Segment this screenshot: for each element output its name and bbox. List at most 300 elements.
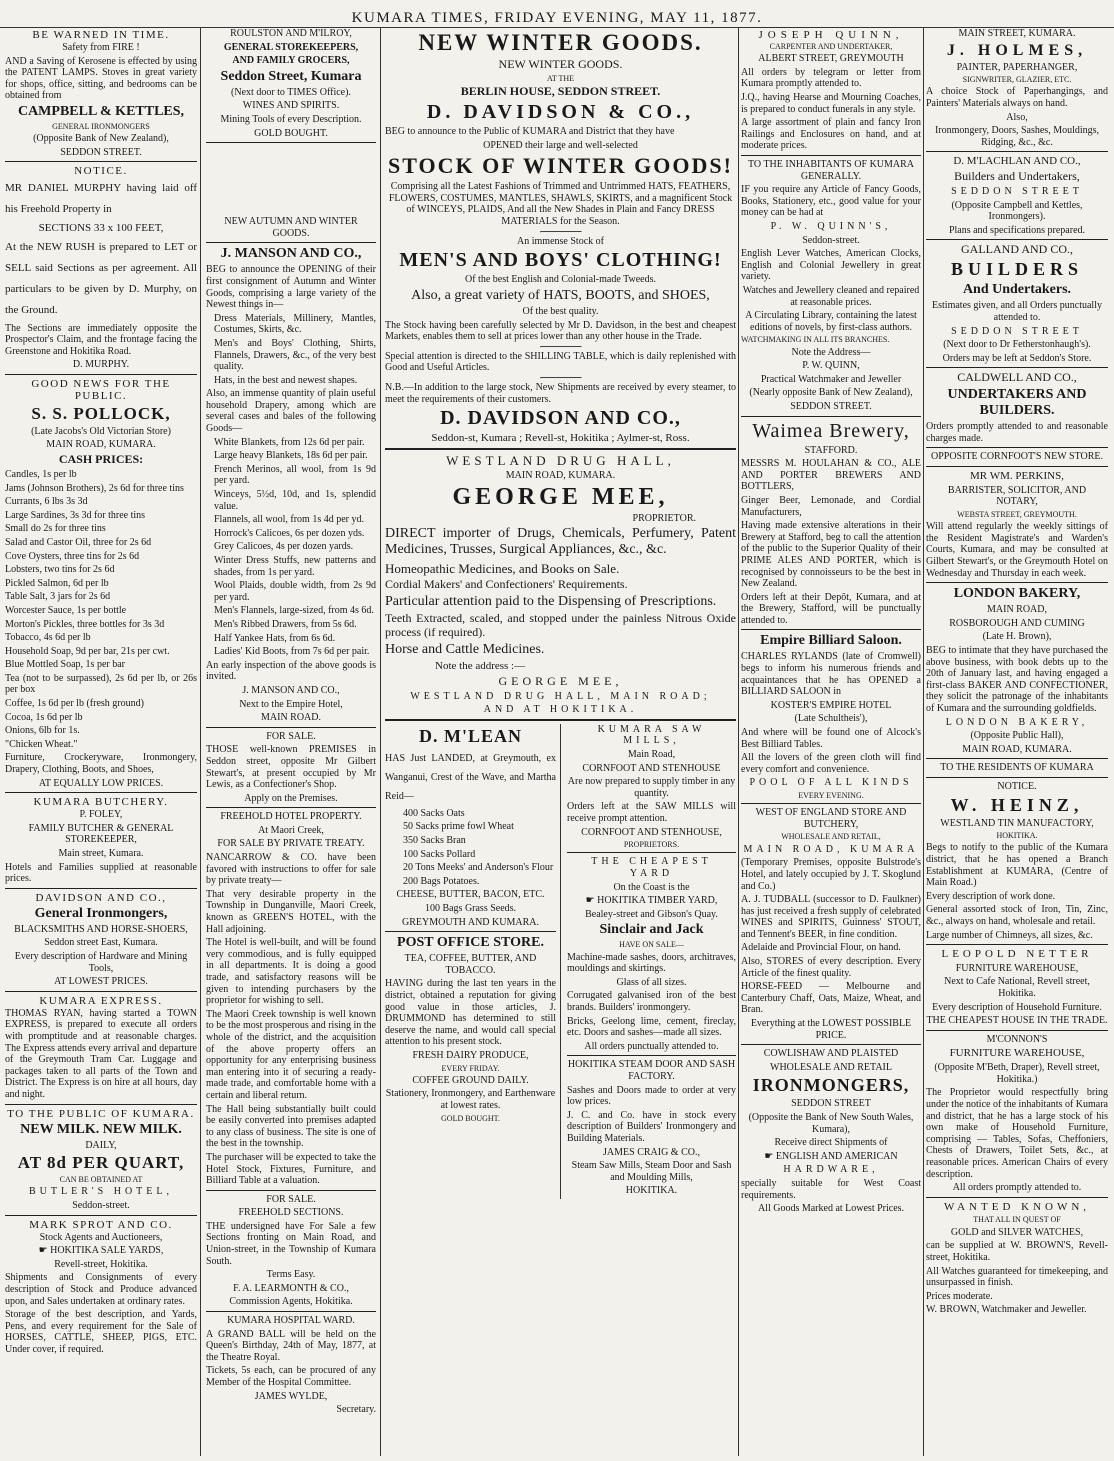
ad-line: (Temporary Premises, opposite Bulstrode's Hotel, and lately occupied by J. T. Skoglund and Co.): [741, 857, 921, 892]
ad-text: MR DANIEL MURPHY having laid off his Freehold Property in: [5, 182, 197, 216]
divider: [540, 377, 582, 379]
ad-line: (Late Schultheis'),: [794, 713, 868, 725]
ad-line: Bealey-street and Gibson's Quay.: [585, 908, 718, 920]
ad-line: Main Road,: [627, 749, 676, 760]
ad-line: GENERAL IRONMONGERS: [52, 121, 150, 131]
ad-text: Furniture, Crockeryware, Ironmongery, Drapery, Clothing, Boots, and Shoes,: [5, 752, 197, 776]
price-item: "Chicken Wheat.": [5, 738, 78, 750]
ad-line: F. A. LEARMONTH & CO.,: [233, 1282, 349, 1294]
ad-heading: KUMARA HOSPITAL WARD.: [227, 1315, 355, 1327]
ad-text: HAS Just LANDED, at Greymouth, ex Wanganui, Crest of the Wave, and Martha Reid—: [385, 752, 556, 802]
list-item: Wool Plaids, double width, from 2s 9d per yard.: [214, 580, 376, 603]
ad-line: WEBSTA STREET, GREYMOUTH.: [957, 509, 1077, 519]
ad-text: Corrugated galvanised iron of the best brands. Builders' ironmongery.: [567, 990, 736, 1014]
ad-text: And where will be found one of Alcock's Best Billiard Tables.: [741, 727, 921, 750]
ad-heading: TO THE INHABITANTS OF KUMARA GENERALLY.: [747, 159, 915, 182]
price-item: Coffee, 1s 6d per lb (fresh ground): [5, 698, 144, 710]
ad-heading: FREEHOLD HOTEL PROPERTY.: [220, 811, 362, 823]
ad-butchery: [5, 796, 197, 885]
ad-cowlishaw: [741, 1048, 921, 1215]
ad-line: PROPRIETORS.: [623, 840, 680, 850]
divider: [926, 758, 1108, 759]
firm-name: IRONMONGERS,: [752, 1075, 910, 1096]
ad-text: Every description of Household Furniture.: [932, 1001, 1102, 1013]
column-3: [385, 28, 736, 1456]
ad-line: PROPRIETOR.: [632, 512, 696, 524]
ad-text: BEG to announce to the Public of KUMARA and District that they have: [385, 126, 675, 138]
ad-text: A Circulating Library, containing the latest editions of novels, by first-class authors.: [745, 310, 917, 333]
ad-heading: THE CHEAPEST YARD: [591, 856, 712, 880]
ad-text: Horse and Cattle Medicines.: [385, 641, 545, 657]
firm-name: Waimea Brewery,: [752, 419, 910, 442]
ad-line: SEDDON STREET: [951, 325, 1083, 337]
ad-new-winter-goods: [385, 30, 736, 445]
price-item: Large Sardines, 3s 3d for three tins: [5, 509, 146, 521]
ad-text: CHARLES RYLANDS (late of Cromwell) begs to inform his numerous friends and acquaintances that he has OPENED a BILLIARD SALOON in: [741, 651, 921, 698]
ad-line: FRESH DAIRY PRODUCE,: [412, 1049, 529, 1061]
list-item: Hats, in the best and newest shapes.: [214, 374, 358, 386]
ad-signature: JAMES WYLDE,: [254, 1390, 328, 1402]
ad-line: GEORGE MEE,: [498, 673, 623, 688]
ad-text: IF you require any Article of Fancy Goods, Books, Stationery, etc., good value for your money can be had at: [741, 184, 921, 219]
ad-text: The Stock having been carefully selected by Mr D. Davidson, in the best and cheapest Markets, enables them to sell at prices lower than any other house in the Trade.: [385, 319, 736, 343]
ad-pw-quinn: [741, 159, 921, 413]
divider: [206, 727, 376, 728]
ad-text: Teeth Extracted, scaled, and stopped under the painless Nitrous Oxide process (if required).: [385, 610, 736, 639]
firm-name: UNDERTAKERS AND BUILDERS.: [947, 387, 1087, 419]
ad-signature: D. DAVIDSON AND CO.,: [440, 407, 681, 430]
ad-line: SEDDON STREET: [951, 186, 1083, 198]
ad-line: Plans and specifications prepared.: [948, 224, 1086, 236]
ad-line: NOTICE.: [997, 780, 1037, 792]
ad-text: Machine-made sashes, doors, architraves, mouldings and skirtings.: [567, 951, 736, 975]
ad-text: Ginger Beer, Lemonade, and Cordial Manufacturers,: [741, 494, 921, 518]
list-item: 20 Tons Meeks' and Anderson's Flour: [403, 862, 554, 874]
ad-heading: TO THE PUBLIC OF KUMARA.: [7, 1107, 195, 1120]
divider: [206, 1190, 376, 1191]
firm-name: Sinclair and Jack: [599, 922, 704, 938]
ad-text: Storage of the best description, and Yards, Pens, and every requirement for the Sale of HORSES, CATTLE, SHEEP, PIGS, ETC. Under cover, if required.: [5, 1309, 197, 1355]
firm-name: BUILDERS: [950, 259, 1084, 280]
ad-roulston: [206, 28, 376, 139]
firm-name: S. S. POLLOCK,: [31, 403, 171, 423]
ad-text: Shipments and Consignments of every description of Stock and Produce advanced upon, and Sales undertaken at ordinary rates.: [5, 1272, 197, 1307]
price-item: Morton's Pickles, three bottles for 3s 3d: [5, 618, 165, 630]
ad-line: SEDDON STREET.: [790, 400, 872, 412]
ad-line: GENERAL STOREKEEPERS,: [223, 41, 359, 53]
divider: [540, 231, 582, 233]
ad-text: Having made extensive alterations in their Brewery at Stafford, beg to call the attention of the public to the Superior Quality of their PRIME ALES AND PORTER, which is recognised by connoisseurs to be the best in New Zealand.: [741, 520, 921, 590]
ad-line: SEDDON STREET.: [60, 146, 142, 158]
ad-line: MAIN ROAD, KUMARA.: [505, 470, 616, 482]
ad-text: J. C. and Co. have in stock every description of Builders' Ironmongery and Building Materials.: [567, 1109, 736, 1144]
firm-name: General Ironmongers,: [34, 905, 168, 921]
column-5: [926, 28, 1108, 1456]
ad-heading: CALDWELL AND CO.,: [957, 370, 1077, 385]
ad-freehold-sections: [206, 1194, 376, 1308]
ad-text: Orders promptly attended to and reasonable charges made.: [926, 421, 1108, 444]
ad-line: Next to the Empire Hotel,: [239, 698, 343, 710]
ad-text: Watches and Jewellery cleaned and repaired at reasonable prices.: [742, 284, 920, 308]
ad-line: At Maori Creek,: [258, 824, 324, 836]
ad-line: THE CHEAPEST HOUSE IN THE TRADE.: [926, 1015, 1108, 1027]
ad-text: A. J. TUDBALL (successor to D. Faulkner) has just received a fresh supply of celebrated WINES and SPIRITS, Guinness' STOUT, and Tennent's BEER, in fine condition.: [741, 894, 921, 940]
ad-davidson-ironmongers: [5, 892, 197, 988]
price-item: Table Salt, 3 jars for 2s 6d: [5, 591, 111, 603]
ad-line: FURNITURE WAREHOUSE,: [955, 962, 1079, 974]
ad-line: Receive direct Shipments of: [774, 1137, 888, 1149]
ad-line: Seddon-street.: [72, 1199, 130, 1211]
column-2: [206, 28, 376, 1456]
ad-text: THE undersigned have For Sale a few Sections fronting on Main Road, and Union-street, in the Township of Kumara South.: [206, 1220, 376, 1267]
ad-line: HOKITIKA.: [996, 831, 1038, 841]
ad-text: Large number of Chimneys, all sizes, &c.: [926, 929, 1093, 941]
divider: [926, 582, 1108, 583]
divider: [5, 1104, 197, 1105]
ad-text: Everything at the LOWEST POSSIBLE PRICE.: [750, 1018, 912, 1041]
ad-text: Every description of Hardware and Mining Tools,: [14, 950, 188, 974]
price-item: Cocoa, 1s 6d per lb: [5, 711, 83, 723]
list-item: Men's and Boys' Clothing, Shirts, Flannels, Drawers, &c., of the very best quality.: [214, 337, 376, 373]
ad-heading: TO THE RESIDENTS OF KUMARA: [940, 762, 1094, 774]
ad-line: WATCHMAKING IN ALL ITS BRANCHES.: [741, 335, 890, 345]
ad-line: BUTLER'S HOTEL,: [28, 1186, 174, 1198]
list-item: 350 Sacks Bran: [403, 835, 466, 846]
ad-text: Begs to notify to the public of the Kumara district, that he has opened a Branch Establishment at KUMARA, (Centre of Main Road.): [926, 842, 1108, 889]
ad-text: Bricks, Geelong lime, cement, fireclay, etc. Doors and sashes—made all sizes.: [567, 1015, 736, 1039]
ad-heinz: [926, 762, 1108, 941]
divider: [206, 807, 376, 808]
ad-galland: [926, 243, 1108, 364]
ad-subhead: Safety from FIRE !: [62, 42, 140, 53]
ad-line: [5, 1245, 197, 1257]
ad-heading: WEST OF ENGLAND STORE AND BUTCHERY,: [755, 807, 907, 830]
ad-text: The Hotel is well-built, and will be found very commodious, and is fully equipped in all departments. It is doing a good trade, and satisfactory reasons will be given to intending purchasers by the proprietor for wishing to sell.: [206, 937, 376, 1007]
ad-line: OPENED their large and well-selected: [483, 139, 638, 151]
masthead: KUMARA TIMES, FRIDAY EVENING, MAY 11, 1877.: [351, 10, 763, 26]
ad-post-office-store: [385, 935, 556, 1123]
ad-line: On the Coast is the: [613, 881, 690, 893]
ad-text: DIRECT importer of Drugs, Chemicals, Perfumery, Patent Medicines, Trusses, Surgical Appliances, &c., &c.: [385, 526, 736, 558]
ad-text: BEG to announce the OPENING of their first consignment of Autumn and Winter Goods, comprising a large variety of the Newest things in—: [206, 264, 376, 311]
ad-text: Sashes and Doors made to order at very low prices.: [567, 1084, 736, 1108]
ad-heading: LEOPOLD NETTER: [941, 948, 1093, 961]
ad-line: WINES AND SPIRITS.: [242, 100, 340, 112]
ad-line: Also, a great variety of HATS, BOOTS, and SHOES,: [411, 287, 710, 303]
ad-mclean: [385, 726, 556, 928]
divider: [567, 852, 736, 853]
divider: [741, 416, 921, 417]
ad-line: SECTIONS 33 x 100 FEET,: [38, 222, 164, 235]
ad-text: Adelaide and Provincial Flour, on hand.: [741, 942, 901, 954]
divider: [926, 1030, 1108, 1031]
ad-text: Orders left at the SAW MILLS will receive prompt attention.: [567, 801, 736, 824]
ad-line: Terms Easy.: [266, 1269, 316, 1281]
ad-joseph-quinn: [741, 29, 921, 152]
ad-line: All orders promptly attended to.: [952, 1182, 1082, 1194]
ad-line: AND FAMILY GROCERS,: [232, 55, 350, 67]
ad-line: Main street, Kumara.: [58, 848, 144, 860]
ad-line: (Opposite M'Beth, Draper), Revell street, Hokitika.): [934, 1062, 1100, 1085]
ad-text: THOSE well-known PREMISES in Seddon street, opposite Mr Gilbert Stewart's, at present occupied by Mr Lewis, as a Confectioner's Shop.: [206, 744, 376, 791]
ad-line: BERLIN HOUSE, SEDDON STREET.: [460, 84, 661, 99]
ad-line: (Opposite Bank of New Zealand),: [33, 133, 169, 145]
ad-heading: FOR SALE.: [266, 730, 316, 742]
ad-signature: JAMES CRAIG & CO.,: [603, 1146, 700, 1158]
ad-line: [567, 895, 736, 907]
ad-heading: M'CONNON'S: [986, 1033, 1048, 1045]
price-item: Worcester Sauce, 1s per bottle: [5, 604, 127, 616]
ad-line: WHOLESALE AND RETAIL,: [781, 832, 881, 842]
ad-heading: Empire Billiard Saloon.: [760, 633, 902, 649]
pointing-hand-icon: ☛: [764, 1150, 776, 1162]
ad-line: BLACKSMITHS AND HORSE-SHOERS,: [14, 923, 188, 935]
ad-heading: DAVIDSON AND CO.,: [35, 891, 167, 904]
ad-line: LONDON BAKERY,: [945, 716, 1089, 728]
price-item: Small do 2s for three tins: [5, 523, 106, 535]
column-4: [741, 28, 921, 1456]
ad-text: J.Q., having Hearse and Mourning Coaches, is prepared to conduct funerals in any style.: [741, 92, 921, 115]
list-item: Winceys, 5½d, 10d, and 1s, splendid value.: [214, 489, 376, 512]
ad-line: THAT ALL IN QUEST OF: [973, 1215, 1061, 1225]
ad-signature: D. MURPHY.: [72, 359, 130, 371]
ad-line: ROSBOROUGH AND CUMING: [949, 617, 1085, 629]
divider: [567, 1055, 736, 1056]
ad-line: Note the address :—: [435, 659, 526, 672]
price-item: Lobsters, two tins for 2s 6d: [5, 564, 115, 576]
ad-line: Builders and Undertakers,: [954, 169, 1080, 184]
ad-line: MAIN ROAD, KUMARA.: [962, 743, 1072, 755]
ad-mlachlan: [926, 155, 1108, 236]
ad-line: MAIN ROAD, KUMARA: [743, 843, 919, 855]
ad-wanted-known: [926, 1201, 1108, 1316]
ad-text: Orders left at their Depôt, Kumara, and at the Brewery, Stafford, will be punctually attended to.: [741, 591, 921, 626]
ad-line: STAFFORD.: [804, 444, 858, 456]
ad-hospital-ball: [206, 1315, 376, 1416]
ad-line: MAIN ROAD.: [261, 712, 321, 724]
list-item: 100 Sacks Pollard: [403, 848, 476, 860]
divider: [385, 448, 736, 450]
firm-name: D. M'LEAN: [419, 725, 522, 746]
ad-text: Tickets, 5s each, can be procured of any Member of the Hospital Committee.: [206, 1365, 376, 1388]
price-item: Tea (not to be surpassed), 2s 6d per lb, or 26s per box: [5, 672, 197, 696]
ad-notice-murphy: [5, 165, 197, 370]
ad-line: FREEHOLD SECTIONS.: [238, 1207, 344, 1219]
ad-line: Practical Watchmaker and Jeweller: [760, 373, 902, 385]
ad-line: BARRISTER, SOLICITOR, AND NOTARY,: [947, 484, 1087, 508]
ad-text: Also, STORES of every description. Every Article of the finest quality.: [741, 956, 921, 979]
ad-text: Hotels and Families supplied at reasonable prices.: [5, 861, 197, 885]
list-item: Half Yankee Hats, from 6s 6d.: [214, 632, 336, 644]
list-item: 200 Bags Potatoes.: [403, 875, 480, 887]
list-item: Large heavy Blankets, 18s 6d per pair.: [214, 450, 368, 462]
ad-steam-door-factory: [567, 1059, 736, 1197]
ad-line: Prices moderate.: [926, 1290, 993, 1302]
ad-line: Seddon-st, Kumara ; Revell-st, Hokitika ; Aylmer-st, Ross.: [431, 432, 690, 445]
ad-text: THOMAS RYAN, having started a TOWN EXPRESS, is prepared to execute all orders with promptitude and at reasonable charges. The Express attends every arrival and departure of the Greymouth Tram Car. Luggage and packages taken to all parts of the Town and District. The Express is on hire at all hours, day and night.: [5, 1007, 197, 1100]
divider: [5, 161, 197, 162]
ad-billiard-saloon: [741, 633, 921, 800]
ad-title: STOCK OF WINTER GOODS!: [388, 153, 733, 179]
ad-line: Stock Agents and Auctioneers,: [39, 1231, 163, 1243]
ad-kumara-saw-mills: [567, 724, 736, 850]
ad-heading: KUMARA EXPRESS.: [39, 994, 163, 1007]
divider: [206, 142, 376, 143]
ad-line-text: ENGLISH AND AMERICAN: [775, 1150, 898, 1162]
ad-line: CAN BE OBTAINED AT: [59, 1175, 143, 1185]
ad-line: P. W. QUINN,: [802, 360, 860, 372]
ad-be-warned: [5, 29, 197, 158]
ad-line: Steam Saw Mills, Steam Door and Sash and Moulding Mills,: [571, 1160, 732, 1183]
ad-price: AT 8d PER QUART,: [17, 1153, 185, 1173]
ad-text: The Sections are immediately opposite the Prospector's Claim, and the frontage facing the Greenstone and Hokitika Road.: [5, 322, 197, 357]
ad-heading: GOOD NEWS FOR THE PUBLIC.: [31, 377, 171, 402]
ad-line: P. FOLEY,: [79, 809, 123, 821]
ad-line: GREYMOUTH AND KUMARA.: [402, 916, 539, 928]
divider: [926, 1197, 1108, 1198]
ad-line: Also,: [1006, 111, 1028, 123]
firm-name: J. MANSON AND CO.,: [220, 246, 362, 262]
ad-line: GOLD BOUGHT.: [254, 127, 328, 139]
ad-text: Particular attention paid to the Dispensing of Prescriptions.: [385, 593, 717, 609]
ad-line: (Next door to TIMES Office).: [231, 86, 351, 98]
divider: [926, 447, 1108, 448]
ad-text: MESSRS M. HOULAHAN & CO., ALE AND PORTER BREWERS AND BOTTLERS,: [741, 458, 921, 493]
ad-line: WHOLESALE AND RETAIL: [770, 1061, 892, 1073]
ad-text: All the lovers of the green cloth will find every comfort and convenience.: [741, 752, 921, 775]
price-item: Pickled Salmon, 6d per lb: [5, 577, 109, 589]
ad-kumara-express: [5, 995, 197, 1101]
ad-line: 100 Bags Grass Seeds.: [424, 902, 517, 914]
ad-line: KOSTER'S EMPIRE HOTEL: [770, 699, 892, 711]
ad-text: A GRAND BALL will be held on the Queen's Birthday, 24th of May, 1877, at the Theatre Royal.: [206, 1328, 376, 1363]
ad-text: At the NEW RUSH is prepared to LET or SELL said Sections as per agreement. All particulars to be given by D. Murphy, on the Ground.: [5, 240, 197, 316]
ad-line: FOR SALE BY PRIVATE TREATY.: [217, 838, 365, 850]
ad-text: The Maori Creek township is well known to be the most prosperous and rising in the whole of the district, and the acquisition of the above property offers an opportunity for any enterprising business man entering into it of securing a ready-made trade, and comfortable home with a certain and liberal return.: [206, 1008, 376, 1101]
sub-column-right: [567, 724, 736, 1199]
ad-text: All Watches guaranteed for timekeeping, and unsurpassed in finish.: [926, 1265, 1108, 1289]
ad-line: Commission Agents, Hokitika.: [229, 1296, 353, 1308]
ad-holmes: [926, 28, 1108, 148]
divider: [5, 1215, 197, 1216]
ad-line: TEA, COFFEE, BUTTER, AND TOBACCO.: [404, 953, 537, 976]
sub-column-left: [385, 724, 561, 1199]
ad-text: The purchaser will be expected to take the Hotel Stock, Fixtures, Furniture, and Billiard Table at a valuation.: [206, 1151, 376, 1187]
ad-line: All Goods Marked at Lowest Prices.: [757, 1203, 905, 1215]
ad-line: SIGNWRITER, GLAZIER, ETC.: [962, 75, 1072, 85]
list-item: Grey Calicoes, 4s per dozen yards.: [214, 541, 354, 553]
ad-text: AND a Saving of Kerosene is effected by using the PATENT LAMPS. Stoves in great variety for shops, office, sitting, and bedrooms can be obtained from: [5, 55, 197, 102]
ad-line: EVERY FRIDAY.: [441, 1063, 500, 1073]
ad-text: NANCARROW & CO. have been favored with instructions to offer for sale by private treaty—: [206, 852, 376, 887]
ad-heading: NEW WINTER GOODS.: [418, 30, 703, 55]
ad-line: specially suitable for West Coast requirements.: [741, 1177, 921, 1201]
ad-mark-sprot: [5, 1219, 197, 1356]
ad-title: Seddon Street, Kumara: [220, 68, 362, 84]
ad-line: [741, 1151, 921, 1163]
ad-text: Every description of work done.: [926, 890, 1056, 902]
list-item: 400 Sacks Oats: [403, 807, 465, 819]
ad-line: AND AT HOKITIKA.: [483, 704, 638, 716]
ad-line: CASH PRICES:: [58, 452, 144, 467]
ad-line: CHEESE, BUTTER, BACON, ETC.: [396, 889, 545, 901]
divider: [741, 803, 921, 804]
ad-heading: POST OFFICE STORE.: [397, 935, 544, 951]
ad-line: HAVE ON SALE—: [619, 940, 684, 950]
ad-line: POOL OF ALL KINDS: [749, 777, 913, 789]
ad-text: Glass of all sizes.: [616, 976, 687, 988]
ad-manson: [206, 216, 376, 724]
ad-line: (Opposite the Bank of New South Wales, Kumara),: [748, 1112, 914, 1135]
ad-heading: HOKITIKA STEAM DOOR AND SASH FACTORY.: [567, 1059, 736, 1082]
ad-line: (Late H. Brown),: [982, 631, 1052, 643]
ad-text: The Hall being substantially built could be easily converted into premises adapted to any class of business. The site is one of the best in the township.: [206, 1103, 376, 1150]
ad-heading: JOSEPH QUINN,: [758, 29, 904, 41]
ad-line: CORNFOOT AND STENHOUSE,: [581, 826, 722, 838]
ad-line: MAIN ROAD, KUMARA.: [46, 439, 156, 451]
ad-line: Note the Address—: [791, 346, 871, 358]
price-item: Candles, 1s per lb: [5, 468, 77, 480]
ad-signature: J. MANSON AND CO.,: [242, 684, 340, 696]
ad-heading: MAIN STREET, KUMARA.: [958, 28, 1076, 39]
ad-text: That very desirable property in the Township in Dunganville, Maori Creek, known as GREEN'S HOTEL, with the Hall adjoining.: [206, 888, 376, 935]
ad-line: Seddon street East, Kumara.: [44, 937, 158, 949]
ad-line: Seddon-street.: [802, 234, 860, 246]
ad-line: COFFEE GROUND DAILY.: [412, 1074, 529, 1086]
ad-west-of-england: [741, 807, 921, 1041]
ad-text: Will attend regularly the weekly sittings of the Resident Magistrate's and Warden's Courts, Kumara, and may be consulted at Gilbert Stewart's, or the Greymouth Hotel on Wednesday and Thursday in each week.: [926, 521, 1108, 579]
ad-heading: MARK SPROT AND CO.: [29, 1218, 173, 1231]
divider: [5, 374, 197, 375]
list-item: Horrock's Calicoes, 6s per dozen yds.: [214, 527, 365, 539]
ad-line: AT LOWEST PRICES.: [54, 976, 148, 988]
ad-text: A large assortment of plain and fancy Iron Railings and Enclosures on hand, and at moderate prices.: [741, 117, 921, 152]
ad-line: HARDWARE,: [783, 1164, 879, 1176]
ad-text: English Lever Watches, American Clocks, English and Colonial Jewellery in great variety.: [741, 248, 921, 283]
ad-text: BEG to intimate that they have purchased the above business, with book debts up to the 20th of January last, and having engaged a first-class BAKER AND CONFECTIONER, they solicit the patronage of the inhabitants of Kumara and the surrounding goldfields.: [926, 644, 1108, 714]
divider: [385, 931, 556, 932]
ad-heading: GALLAND AND CO.,: [961, 242, 1073, 257]
ad-text: N.B.—In addition to the large stock, New Shipments are received by every steamer, to meet the requirements of their customers.: [385, 382, 736, 405]
column-1: [5, 28, 197, 1456]
ad-text: Ironmongery, Doors, Sashes, Mouldings, Ridging, &c., &c.: [934, 125, 1100, 148]
ad-line: CARPENTER AND UNDERTAKER,: [769, 42, 893, 51]
divider: [540, 346, 582, 348]
ad-heading: COWLISHAW AND PLAISTED: [763, 1048, 899, 1060]
ad-line: SEDDON STREET: [791, 1098, 871, 1110]
ad-line: MAIN ROAD,: [987, 604, 1047, 616]
list-item: Flannels, all wool, from 1s 4d per yd.: [214, 514, 364, 526]
ad-text: The Proprietor would respectfully bring under the notice of the inhabitants of Kumara and district, that he has a large stock of his own make of Household Furniture, comprising — Tables, Sofas, Cheffoniers, Chests of Drawers, Toilet Sets, &c., at reasonable prices. American Chairs of every description.: [926, 1087, 1108, 1180]
list-item: Ladies' Kid Boots, from 7s 6d per pair.: [214, 646, 370, 658]
ad-heading: FOR SALE.: [266, 1193, 316, 1205]
ad-line: GOLD BOUGHT.: [441, 1113, 500, 1123]
ad-heading: KUMARA BUTCHERY.: [33, 796, 169, 809]
ad-line: FURNITURE WAREHOUSE,: [949, 1047, 1085, 1060]
divider: [5, 991, 197, 992]
firm-name: LONDON BAKERY,: [953, 586, 1081, 602]
ad-line: EVERY EVENING.: [798, 791, 864, 800]
divider: [926, 239, 1108, 240]
divider: [5, 792, 197, 793]
ad-line: Of the best English and Colonial-made Tweeds.: [464, 274, 657, 286]
divider: [385, 719, 736, 721]
ad-line: Of the best quality.: [522, 306, 599, 318]
divider: [206, 242, 376, 243]
pointing-hand-icon: ☛: [585, 895, 598, 907]
ad-text: All orders by telegram or letter from Kumara promptly attended to.: [741, 66, 921, 90]
ad-line: Next to Cafe National, Revell street, Hokitika.: [944, 976, 1090, 1000]
